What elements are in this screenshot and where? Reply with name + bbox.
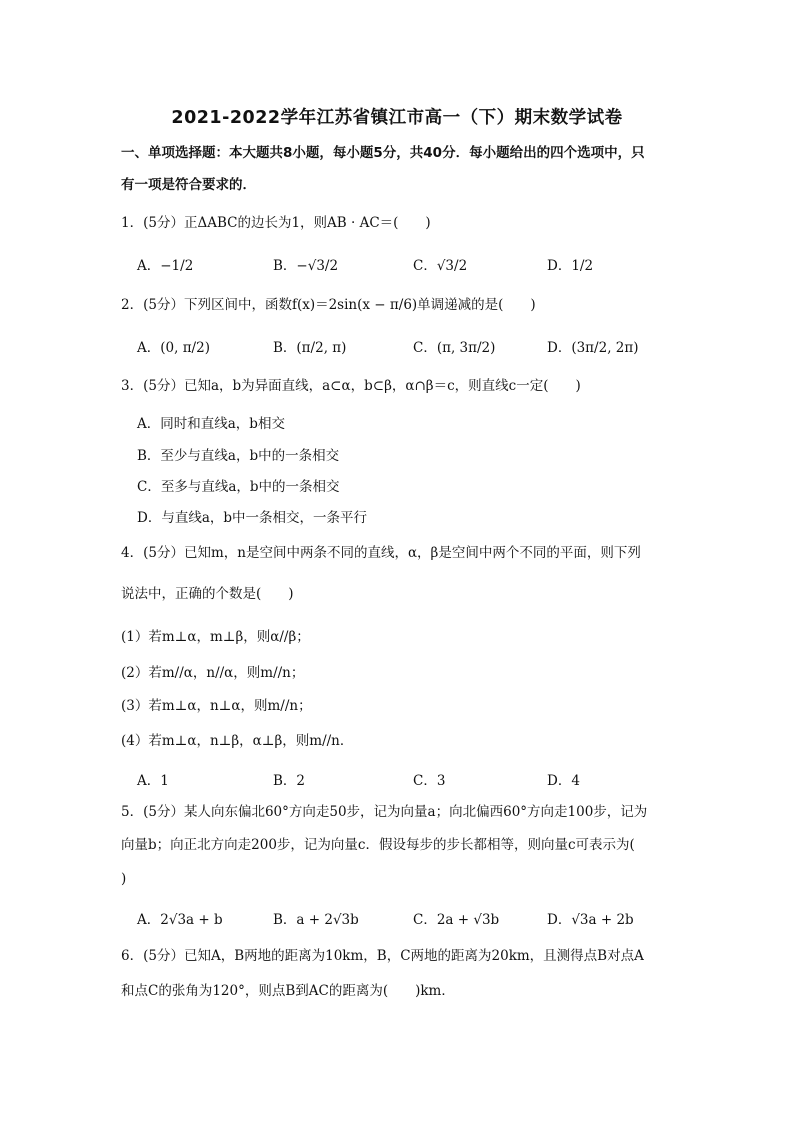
question-4-option-d: D．4 xyxy=(547,773,580,789)
question-4-item-1: (1）若m⊥α，m⊥β，则α//β； xyxy=(121,629,310,645)
question-5-option-d: D．√3a + 2b xyxy=(547,912,634,928)
question-4-option-c: C．3 xyxy=(413,773,446,789)
question-3-option-b: B．至少与直线a，b中的一条相交 xyxy=(137,448,340,464)
question-4-option-a: A．1 xyxy=(137,773,169,789)
question-2-option-d: D．(3π/2, 2π) xyxy=(547,340,639,356)
question-3-stem: 3．(5分）已知a，b为异面直线，a⊂α，b⊂β，α∩β＝c，则直线c一定( ) xyxy=(121,378,581,394)
question-1-option-a: A．−1/2 xyxy=(137,258,194,274)
question-5-stem-line-1: 5．(5分）某人向东偏北60°方向走50步，记为向量a；向北偏西60°方向走100步，记为 xyxy=(121,804,648,820)
section-instruction-line-1: 一、单项选择题：本大题共8小题，每小题5分，共40分．每小题给出的四个选项中，只 xyxy=(121,145,645,161)
question-5-option-b: B．a + 2√3b xyxy=(273,912,359,928)
question-5-option-c: C．2a + √3b xyxy=(413,912,500,928)
question-3-option-c: C．至多与直线a，b中的一条相交 xyxy=(137,479,340,495)
question-1-stem: 1．(5分）正ΔABC的边长为1，则AB · AC＝( ) xyxy=(121,215,431,231)
question-1-option-c: C．√3/2 xyxy=(413,258,468,274)
question-4-stem-line-2: 说法中，正确的个数是( ) xyxy=(121,586,294,602)
question-2-options xyxy=(137,336,657,360)
page-title: 2021-2022学年江苏省镇江市高一（下）期末数学试卷 xyxy=(171,108,623,128)
question-5-stem-line-3: ) xyxy=(121,871,127,887)
question-5-options xyxy=(137,908,657,932)
question-4-options xyxy=(137,769,657,793)
question-5-stem-line-2: 向量b；向正北方向走200步，记为向量c．假设每步的步长都相等，则向量c可表示为( xyxy=(121,837,635,853)
question-2-option-b: B．(π/2, π) xyxy=(273,340,347,356)
question-3-option-d: D．与直线a，b中一条相交，一条平行 xyxy=(137,510,368,526)
question-6-stem-line-1: 6．(5分）已知A，B两地的距离为10km，B，C两地的距离为20km，且测得点B对点A xyxy=(121,948,644,964)
question-2-stem: 2．(5分）下列区间中，函数f(x)＝2sin(x − π/6)单调递减的是( ) xyxy=(121,297,536,313)
question-5-option-a: A．2√3a + b xyxy=(137,912,223,928)
question-2-option-a: A．(0, π/2) xyxy=(137,340,210,356)
question-4-option-b: B．2 xyxy=(273,773,306,789)
question-4-item-4: (4）若m⊥α，n⊥β，α⊥β，则m//n． xyxy=(121,733,354,749)
section-instruction-line-2: 有一项是符合要求的． xyxy=(121,177,256,193)
question-1-options xyxy=(137,254,657,278)
question-3-option-a: A．同时和直线a，b相交 xyxy=(137,416,285,432)
question-4-item-2: (2）若m//α，n//α，则m//n； xyxy=(121,665,305,681)
question-2-option-c: C．(π, 3π/2) xyxy=(413,340,496,356)
question-1-option-d: D．1/2 xyxy=(547,258,594,274)
question-4-item-3: (3）若m⊥α，n⊥α，则m//n； xyxy=(121,698,312,714)
question-1-option-b: B．−√3/2 xyxy=(273,258,339,274)
question-6-stem-line-2: 和点C的张角为120°，则点B到AC的距离为( )km． xyxy=(121,983,455,999)
question-4-stem-line-1: 4．(5分）已知m，n是空间中两条不同的直线，α，β是空间中两个不同的平面，则下列 xyxy=(121,545,641,561)
